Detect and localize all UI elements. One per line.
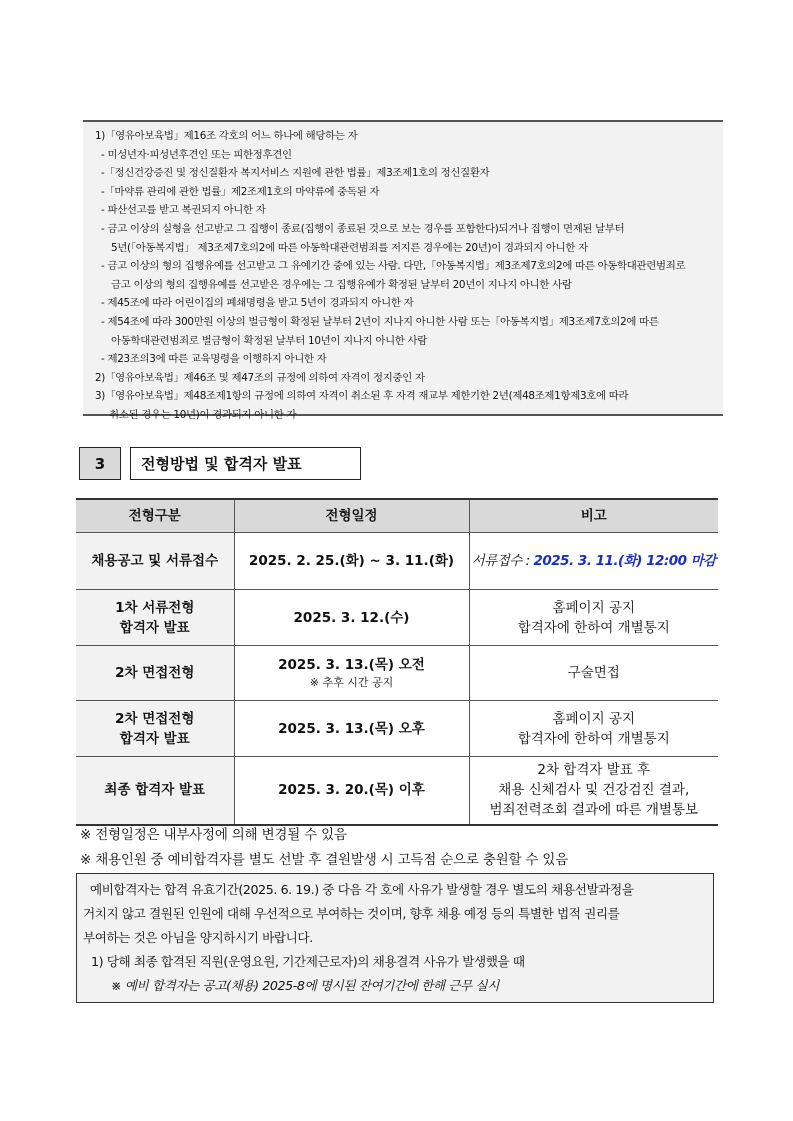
section-number: 3 xyxy=(79,447,121,480)
note-cell xyxy=(469,590,718,646)
reserve-subnote: ※ 예비 합격자는 공고(채용) 2025-8에 명시된 잔여기간에 한해 근무 실시 xyxy=(111,978,499,993)
reserve-paragraph-line: 예비합격자는 합격 유효기간(2025. 6. 19.) 중 다음 각 호에 사유가 발생할 경우 별도의 채용선발과정을 xyxy=(90,882,634,897)
date-text: 2025. 3. 13.(목) 오전 xyxy=(278,657,425,673)
table-row xyxy=(76,701,718,757)
note-line: 홈페이지 공지 xyxy=(552,599,636,616)
stage-cell xyxy=(76,590,234,646)
note-cell xyxy=(469,757,718,825)
date-cell: 2025. 3. 12.(수) xyxy=(234,590,469,646)
note-line: 2차 합격자 발표 후 xyxy=(537,762,651,779)
reserve-info-box xyxy=(76,873,714,1003)
stage-line: 1차 서류전형 xyxy=(115,599,195,616)
schedule-table xyxy=(76,498,718,826)
qual-line: - 제23조의3에 따른 교육명령을 이행하지 아니한 자 xyxy=(101,353,327,366)
qual-line: 2)「영유아보육법」제46조 및 제47조의 규정에 의하여 자격이 정지중인 자 xyxy=(95,371,425,384)
stage-cell: 최종 합격자 발표 xyxy=(76,757,234,825)
disqualification-box xyxy=(83,120,723,421)
qual-line: 1)「영유아보육법」제16조 각호의 어느 하나에 해당하는 자 xyxy=(95,130,358,142)
section-title: 전형방법 및 합격자 발표 xyxy=(130,447,361,480)
reserve-paragraph-line: 거치지 않고 결원된 인원에 대해 우선적으로 부여하는 것이며, 향후 채용 예정 등의 특별한 법적 권리를 xyxy=(83,906,620,921)
note-text xyxy=(472,553,716,569)
qual-line: 아동학대관련범죄로 벌금형이 확정된 날부터 10년이 지나지 아니한 사람 xyxy=(111,334,428,347)
qual-line: - 미성년자·피성년후견인 또는 피한정후견인 xyxy=(101,148,292,161)
column-header: 전형일정 xyxy=(234,499,469,533)
stage-cell: 채용공고 및 서류접수 xyxy=(76,533,234,590)
qual-line: - 제45조에 따라 어린이집의 폐쇄명령을 받고 5년이 경과되지 아니한 자 xyxy=(101,297,414,310)
reserve-item: 1) 당해 최종 합격된 직원(운영요원, 기간제근로자)의 채용결격 사유가 발생했을 때 xyxy=(91,954,525,969)
reserve-candidate-note: ※ 채용인원 중 예비합격자를 별도 선발 후 결원발생 시 고득점 순으로 충원할 수 있음 xyxy=(80,852,569,868)
qual-line: -「마약류 관리에 관한 법률」제2조제1호의 마약류에 중독된 자 xyxy=(101,185,380,198)
table-row xyxy=(76,757,718,825)
qual-line: - 파산선고를 받고 복권되지 아니한 자 xyxy=(101,204,266,217)
schedule-change-note: ※ 전형일정은 내부사정에 의해 변경될 수 있음 xyxy=(80,827,347,843)
stage-cell: 2차 면접전형 xyxy=(76,646,234,701)
deadline-highlight: 2025. 3. 11.(화) 12:00 마감 xyxy=(533,553,716,569)
stage-cell xyxy=(76,701,234,757)
note-line: 채용 신체검사 및 건강검진 결과, xyxy=(498,782,690,799)
column-header: 비고 xyxy=(469,499,718,533)
date-cell: 2025. 2. 25.(화) ~ 3. 11.(화) xyxy=(234,533,469,590)
qual-line: 5년(「아동복지법」 제3조제7호의2에 따른 아동학대관련범죄를 저지른 경우에는 20년)이 경과되지 아니한 자 xyxy=(111,241,588,254)
qual-line: - 금고 이상의 실형을 선고받고 그 집행이 종료(집행이 종료된 것으로 보는 경우를 포함한다)되거나 집행이 면제된 날부터 xyxy=(101,222,625,235)
stage-line: 2차 면접전형 xyxy=(115,710,195,727)
table-header-row xyxy=(76,499,718,533)
note-cell: 구술면접 xyxy=(469,646,718,701)
date-cell: 2025. 3. 13.(목) 오후 xyxy=(234,701,469,757)
date-subnote: ※ 추후 시간 공지 xyxy=(309,676,394,689)
note-cell xyxy=(469,533,718,590)
note-line: 범죄전력조회 결과에 따른 개별통보 xyxy=(489,802,698,819)
date-cell: 2025. 3. 20.(목) 이후 xyxy=(234,757,469,825)
reserve-paragraph-line: 부여하는 것은 아님을 양지하시기 바랍니다. xyxy=(83,930,313,945)
qual-line: 금고 이상의 형의 집행유예를 선고받은 경우에는 그 집행유예가 확정된 날부터 20년이 지나지 아니한 사람 xyxy=(111,278,572,291)
note-line: 합격자에 한하여 개별통지 xyxy=(517,619,670,636)
stage-line: 합격자 발표 xyxy=(119,619,190,636)
note-line: 홈페이지 공지 xyxy=(552,710,636,727)
qual-line: - 제54조에 따라 300만원 이상의 벌금형이 확정된 날부터 2년이 지나지 아니한 사람 또는「아동복지법」제3조제7호의2에 따른 xyxy=(101,315,659,328)
note-cell xyxy=(469,701,718,757)
qual-line: 3)「영유아보육법」제48조제1항의 규정에 의하여 자격이 취소된 후 자격 재교부 제한기한 2년(제48조제1항제3호에 따라 xyxy=(95,390,629,403)
table-row xyxy=(76,590,718,646)
column-header: 전형구분 xyxy=(76,499,234,533)
stage-line: 합격자 발표 xyxy=(119,730,190,747)
table-row xyxy=(76,533,718,590)
note-prefix: 서류접수 : xyxy=(471,553,534,569)
note-line: 합격자에 한하여 개별통지 xyxy=(517,730,670,747)
qual-line: 취소된 경우는 10년)이 경과되지 아니한 자 xyxy=(109,408,297,421)
reserve-paragraph xyxy=(83,878,707,950)
date-cell xyxy=(234,646,469,701)
qual-line: - 금고 이상의 형의 집행유예를 선고받고 그 유예기간 중에 있는 사람. 다만,「아동복지법」제3조제7호의2에 따른 아동학대관련범죄로 xyxy=(101,260,686,273)
table-row xyxy=(76,646,718,701)
qual-line: -「정신건강증진 및 정신질환자 복지서비스 지원에 관한 법률」제3조제1호의 정신질환자 xyxy=(101,167,490,180)
